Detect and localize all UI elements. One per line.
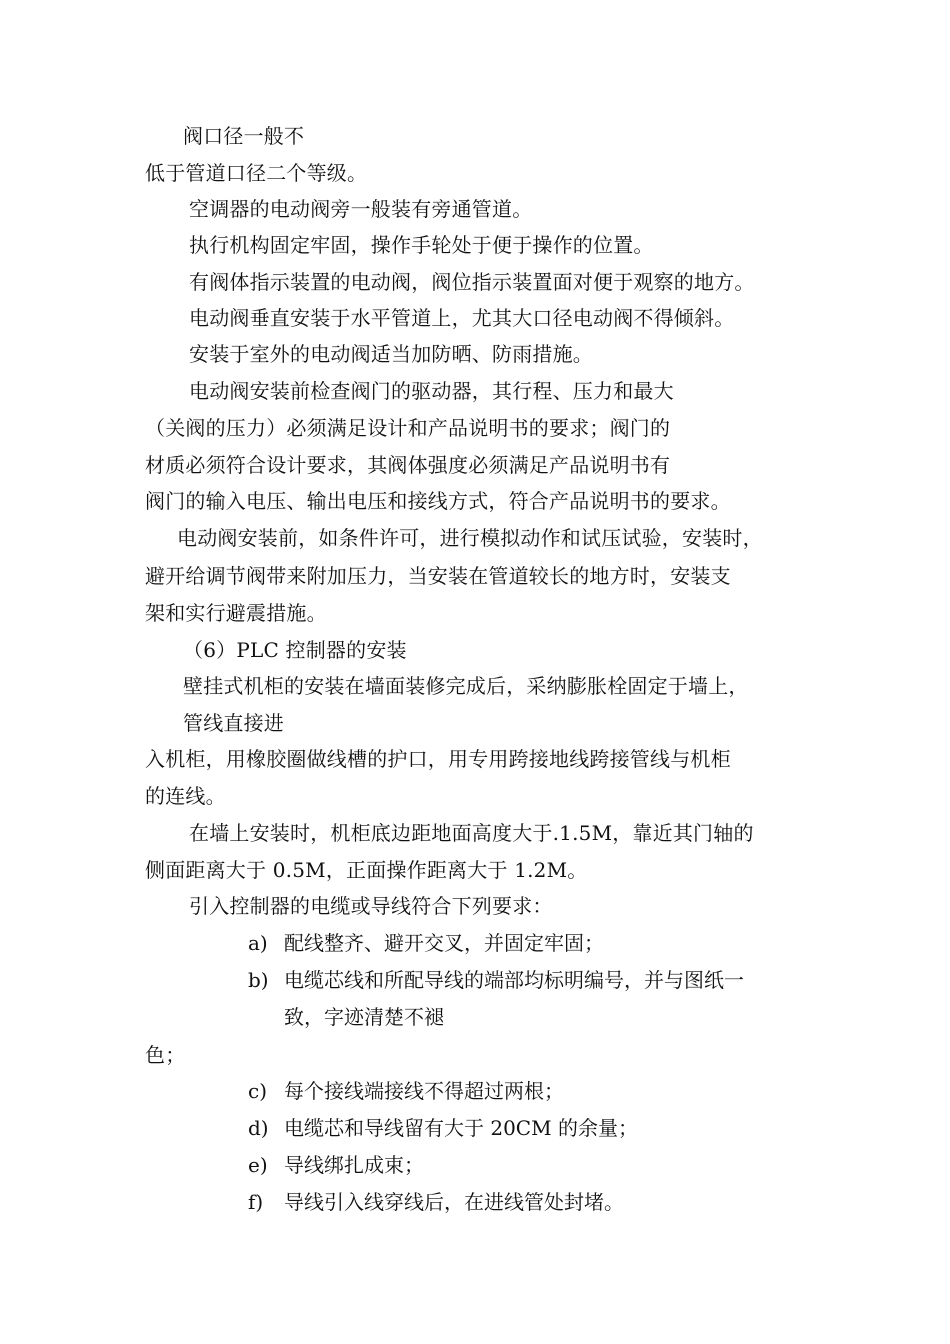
list-text: 电缆芯和导线留有大于 20CM 的余量； xyxy=(284,1116,638,1140)
list-text-continuation: 致，字迹清楚不褪 xyxy=(284,1005,444,1029)
section-heading: （6）PLC 控制器的安装 xyxy=(183,638,407,662)
list-marker: f) xyxy=(248,1190,264,1214)
paragraph-line: 电动阀垂直安装于水平管道上，尤其大口径电动阀不得倾斜。 xyxy=(189,306,735,330)
paragraph-line: 安装于室外的电动阀适当加防晒、防雨措施。 xyxy=(189,342,593,366)
paragraph-line: 入机柜，用橡胶圈做线槽的护口，用专用跨接地线跨接管线与机柜 xyxy=(145,747,731,771)
paragraph-line: 引入控制器的电缆或导线符合下列要求： xyxy=(189,894,553,918)
paragraph-line: 侧面距离大于 0.5M，正面操作距离大于 1.2M。 xyxy=(145,858,588,882)
list-marker: d) xyxy=(248,1116,269,1140)
list-marker: b) xyxy=(248,968,269,992)
paragraph-line: 空调器的电动阀旁一般装有旁通管道。 xyxy=(189,197,533,221)
list-text: 导线引入线穿线后，在进线管处封堵。 xyxy=(284,1190,624,1214)
paragraph-line: （关阀的压力）必须满足设计和产品说明书的要求；阀门的 xyxy=(145,416,671,440)
paragraph-line: 阀口径一般不 xyxy=(183,124,305,148)
paragraph-line: 色； xyxy=(145,1043,186,1067)
list-text: 配线整齐、避开交叉，并固定牢固； xyxy=(284,931,604,955)
paragraph-line: 低于管道口径二个等级。 xyxy=(145,161,368,185)
paragraph-line: 避开给调节阀带来附加压力，当安装在管道较长的地方时，安装支 xyxy=(145,564,731,588)
list-text: 导线绑扎成束； xyxy=(284,1153,424,1177)
paragraph-line: 电动阀安装前检查阀门的驱动器，其行程、压力和最大 xyxy=(189,379,674,403)
list-text: 每个接线端接线不得超过两根； xyxy=(284,1079,564,1103)
paragraph-line: 阀门的输入电压、输出电压和接线方式，符合产品说明书的要求。 xyxy=(145,489,731,513)
paragraph-line: 壁挂式机柜的安装在墙面装修完成后，采纳膨胀栓固定于墙上， xyxy=(183,674,749,698)
list-marker: c) xyxy=(248,1079,268,1103)
paragraph-line: 管线直接进 xyxy=(183,711,284,735)
paragraph-line: 电动阀安装前，如条件许可，进行模拟动作和试压试验，安装时， xyxy=(177,526,763,550)
paragraph-line: 的连线。 xyxy=(145,784,226,808)
list-marker: a) xyxy=(248,931,268,955)
list-marker: e) xyxy=(248,1153,268,1177)
paragraph-line: 材质必须符合设计要求，其阀体强度必须满足产品说明书有 xyxy=(145,453,671,477)
paragraph-line: 执行机构固定牢固，操作手轮处于便于操作的位置。 xyxy=(189,233,654,257)
paragraph-line: 有阀体指示装置的电动阀，阀位指示装置面对便于观察的地方。 xyxy=(189,270,755,294)
paragraph-line: 架和实行避震措施。 xyxy=(145,601,327,625)
paragraph-line: 在墙上安装时，机柜底边距地面高度大于.1.5M，靠近其门轴的 xyxy=(189,821,754,845)
list-text: 电缆芯线和所配导线的端部均标明编号，并与图纸一 xyxy=(284,968,744,992)
